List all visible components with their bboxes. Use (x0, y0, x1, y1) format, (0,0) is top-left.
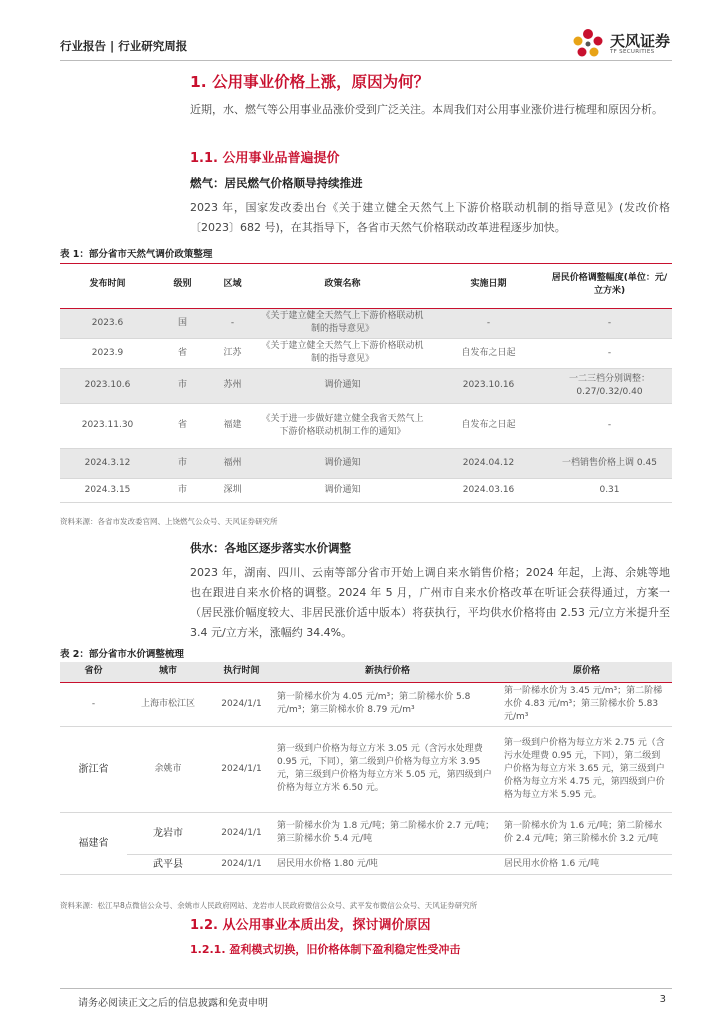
water-heading: 供水：各地区逐步落实水价调整 (190, 541, 351, 555)
table2-header: 新执行价格 (364, 666, 410, 677)
table-cell: 市 (177, 484, 187, 495)
table-row (60, 403, 672, 448)
table-cell-date: 2024/1/1 (209, 812, 274, 854)
logo-sub: TF SECURITIES (609, 49, 655, 55)
table1-source: 资料来源：各省市发改委官网、上饶燃气公众号、天风证券研究所 (60, 517, 278, 526)
section-1-1-title: 1.1. 公用事业品普遍提价 (190, 151, 340, 166)
table-cell: 2023.6 (91, 317, 124, 328)
table-cell-city: 龙岩市 (127, 812, 209, 854)
table-cell: 市 (177, 457, 187, 468)
table-cell-province: 浙江省 (60, 726, 127, 812)
table-cell: 2023.10.6 (84, 380, 131, 390)
table-cell: 市 (177, 380, 187, 390)
table-cell: - (486, 317, 491, 328)
table-cell-new-price: 第一阶梯水价为 4.05 元/m³；第二阶梯水价 5.8 元/m³；第三阶梯水价 8.79 元/m³ (274, 682, 501, 726)
table-cell: 自发布之日起 (461, 420, 516, 430)
table-row (60, 478, 672, 502)
table-cell: 2024.03.16 (462, 484, 515, 495)
table-row (60, 682, 672, 726)
table-row (60, 854, 672, 874)
table2-caption: 表 2：部分省市水价调整梳理 (60, 646, 672, 664)
table-cell: 省 (177, 347, 187, 358)
header-divider (60, 60, 672, 61)
table-cell-date: 2024/1/1 (209, 854, 274, 874)
table-cell-city: 上海市松江区 (127, 682, 209, 726)
table-cell: 苏州 (223, 380, 242, 390)
gas-heading: 燃气：居民燃气价格顺导持续推进 (190, 176, 363, 190)
table-row (60, 308, 672, 338)
table-cell: 2023.10.16 (462, 380, 515, 390)
table2-header: 执行时间 (223, 666, 260, 677)
table-cell: 福建 (223, 420, 242, 430)
table-cell: 2023.9 (91, 347, 124, 358)
table-row (60, 448, 672, 478)
table-cell: 2024.04.12 (462, 457, 515, 468)
table-cell-province: - (60, 682, 127, 726)
table-cell-old-price: 第一阶梯水价为 1.6 元/吨；第二阶梯水价 2.4 元/吨；第三阶梯水价 3.2 元/吨 (501, 812, 672, 854)
table1-header: 区域 (223, 279, 242, 290)
footer-disclaimer: 请务必阅读正文之后的信息披露和免责申明 (78, 998, 268, 1009)
table1-header: 居民价格调整幅度(单位：元/立方米) (551, 272, 668, 296)
table-row (60, 338, 672, 368)
table1-header: 政策名称 (324, 279, 361, 290)
table-cell: 一档销售价格上调 0.45 (562, 457, 657, 468)
table-cell: 0.31 (599, 484, 620, 495)
table-cell-new-price: 第一级到户价格为每立方米 3.05 元（含污水处理费 0.95 元，下同），第二级到户价格为每立方米 3.95 元，第三级到户价格为每立方米 5.05 元，第四级到户价格为每立方米 6.50 元。 (274, 726, 501, 812)
table-cell: 调价通知 (324, 457, 361, 468)
table-cell-city: 余姚市 (127, 726, 209, 812)
table-cell-old-price: 第一阶梯水价为 3.45 元/m³；第二阶梯水价 4.83 元/m³；第三阶梯水价 5.83 元/m³ (501, 682, 672, 726)
water-price-table (60, 662, 672, 875)
table-cell-province: 福建省 (60, 812, 127, 874)
table-cell: 省 (177, 420, 187, 430)
table-cell-date: 2024/1/1 (209, 682, 274, 726)
table-cell: 调价通知 (324, 484, 361, 495)
table-cell: 《关于进一步做好建立健全我省天然气上下游价格联动机制工作的通知》 (261, 413, 424, 437)
table-cell: 福州 (223, 457, 242, 468)
table1-header: 实施日期 (470, 279, 507, 290)
page-number: 3 (659, 994, 666, 1005)
logo-name: 天风证券 (609, 32, 670, 50)
table-row (60, 368, 672, 403)
table-row (60, 812, 672, 854)
table-cell-date: 2024/1/1 (209, 726, 274, 812)
table-cell-old-price: 第一级到户价格为每立方米 2.75 元（含污水处理费 0.95 元，下同），第二级到户价格为每立方米 3.65 元，第三级到户价格为每立方米 4.75 元，第四级到户价格为每立方米 5.95 元。 (501, 726, 672, 812)
footer-divider (60, 988, 672, 989)
section-1-title: 1. 公用事业价格上涨，原因为何？ (190, 73, 430, 91)
section-1-2-1-title: 1.2.1. 盈利模式切换，旧价格体制下盈利稳定性受冲击 (190, 943, 461, 956)
table2-header-row (60, 662, 672, 682)
logo-flower-icon (571, 28, 605, 60)
table-cell-city: 武平县 (127, 854, 209, 874)
table1-caption: 表 1：部分省市天然气调价政策整理 (60, 246, 672, 264)
table-cell: 2024.3.15 (84, 484, 131, 495)
table-cell: 《关于建立健全天然气上下游价格联动机制的指导意见》 (261, 311, 424, 334)
intro-paragraph: 近期，水、燃气等公用事业品涨价受到广泛关注。本周我们对公用事业涨价进行梳理和原因分析。 (190, 103, 663, 116)
table-cell-old-price: 居民用水价格 1.6 元/吨 (501, 854, 672, 874)
table2-header: 省份 (84, 666, 103, 677)
table-cell: - (607, 347, 612, 358)
table-cell: 调价通知 (324, 380, 361, 390)
table2-source: 资料来源：松江早8点微信公众号、余姚市人民政府网站、龙岩市人民政府微信公众号、武平发布微信公众号、天风证券研究所 (60, 901, 478, 910)
gas-paragraph: 2023 年，国家发改委出台《关于建立健全天然气上下游价格联动机制的指导意见》(发改价格〔2023〕682 号)，在其指导下，各省市天然气价格联动改革进程逐步加快。 (190, 201, 670, 234)
table-cell: - (607, 420, 612, 430)
table-cell: 国 (177, 317, 187, 328)
table-cell: 一二三档分别调整：0.27/0.32/0.40 (568, 373, 650, 397)
table1-header-row (60, 262, 672, 308)
table-cell-new-price: 第一阶梯水价为 1.8 元/吨；第二阶梯水价 2.7 元/吨；第三阶梯水价 5.4 元/吨 (274, 812, 501, 854)
table2-header: 原价格 (572, 666, 600, 677)
table1-header: 级别 (173, 279, 192, 290)
table-cell: - (230, 317, 235, 328)
gas-price-table (60, 262, 672, 503)
table-cell: 《关于建立健全天然气上下游价格联动机制的指导意见》 (261, 341, 424, 364)
section-1-2-title: 1.2. 从公用事业本质出发，探讨调价原因 (190, 918, 431, 933)
table-cell: 自发布之日起 (461, 347, 516, 358)
table2-header: 城市 (158, 666, 177, 677)
table-cell: 2023.11.30 (81, 420, 134, 430)
table-cell: 2024.3.12 (84, 457, 131, 468)
report-category: 行业报告 | 行业研究周报 (60, 39, 188, 53)
table-cell: 江苏 (223, 347, 242, 358)
brand-logo (571, 28, 670, 60)
water-paragraph: 2023 年，湖南、四川、云南等部分省市开始上调自来水销售价格；2024 年起，上海、余姚等地也在跟进自来水价格的调整。2024 年 5 月，广州市自来水价格改革在听证会获得通过，方案一（居民涨价幅度较大、非居民涨价适中版本）将获执行，平均供水价格将由 2.53 元/立方米提升至 3.4 元/立方米，涨幅约 34.4%。 (190, 566, 670, 639)
table-row (60, 726, 672, 812)
table-cell: - (607, 317, 612, 328)
table-cell: 深圳 (223, 484, 242, 495)
table-cell-new-price: 居民用水价格 1.80 元/吨 (274, 854, 501, 874)
table1-header: 发布时间 (89, 279, 126, 290)
